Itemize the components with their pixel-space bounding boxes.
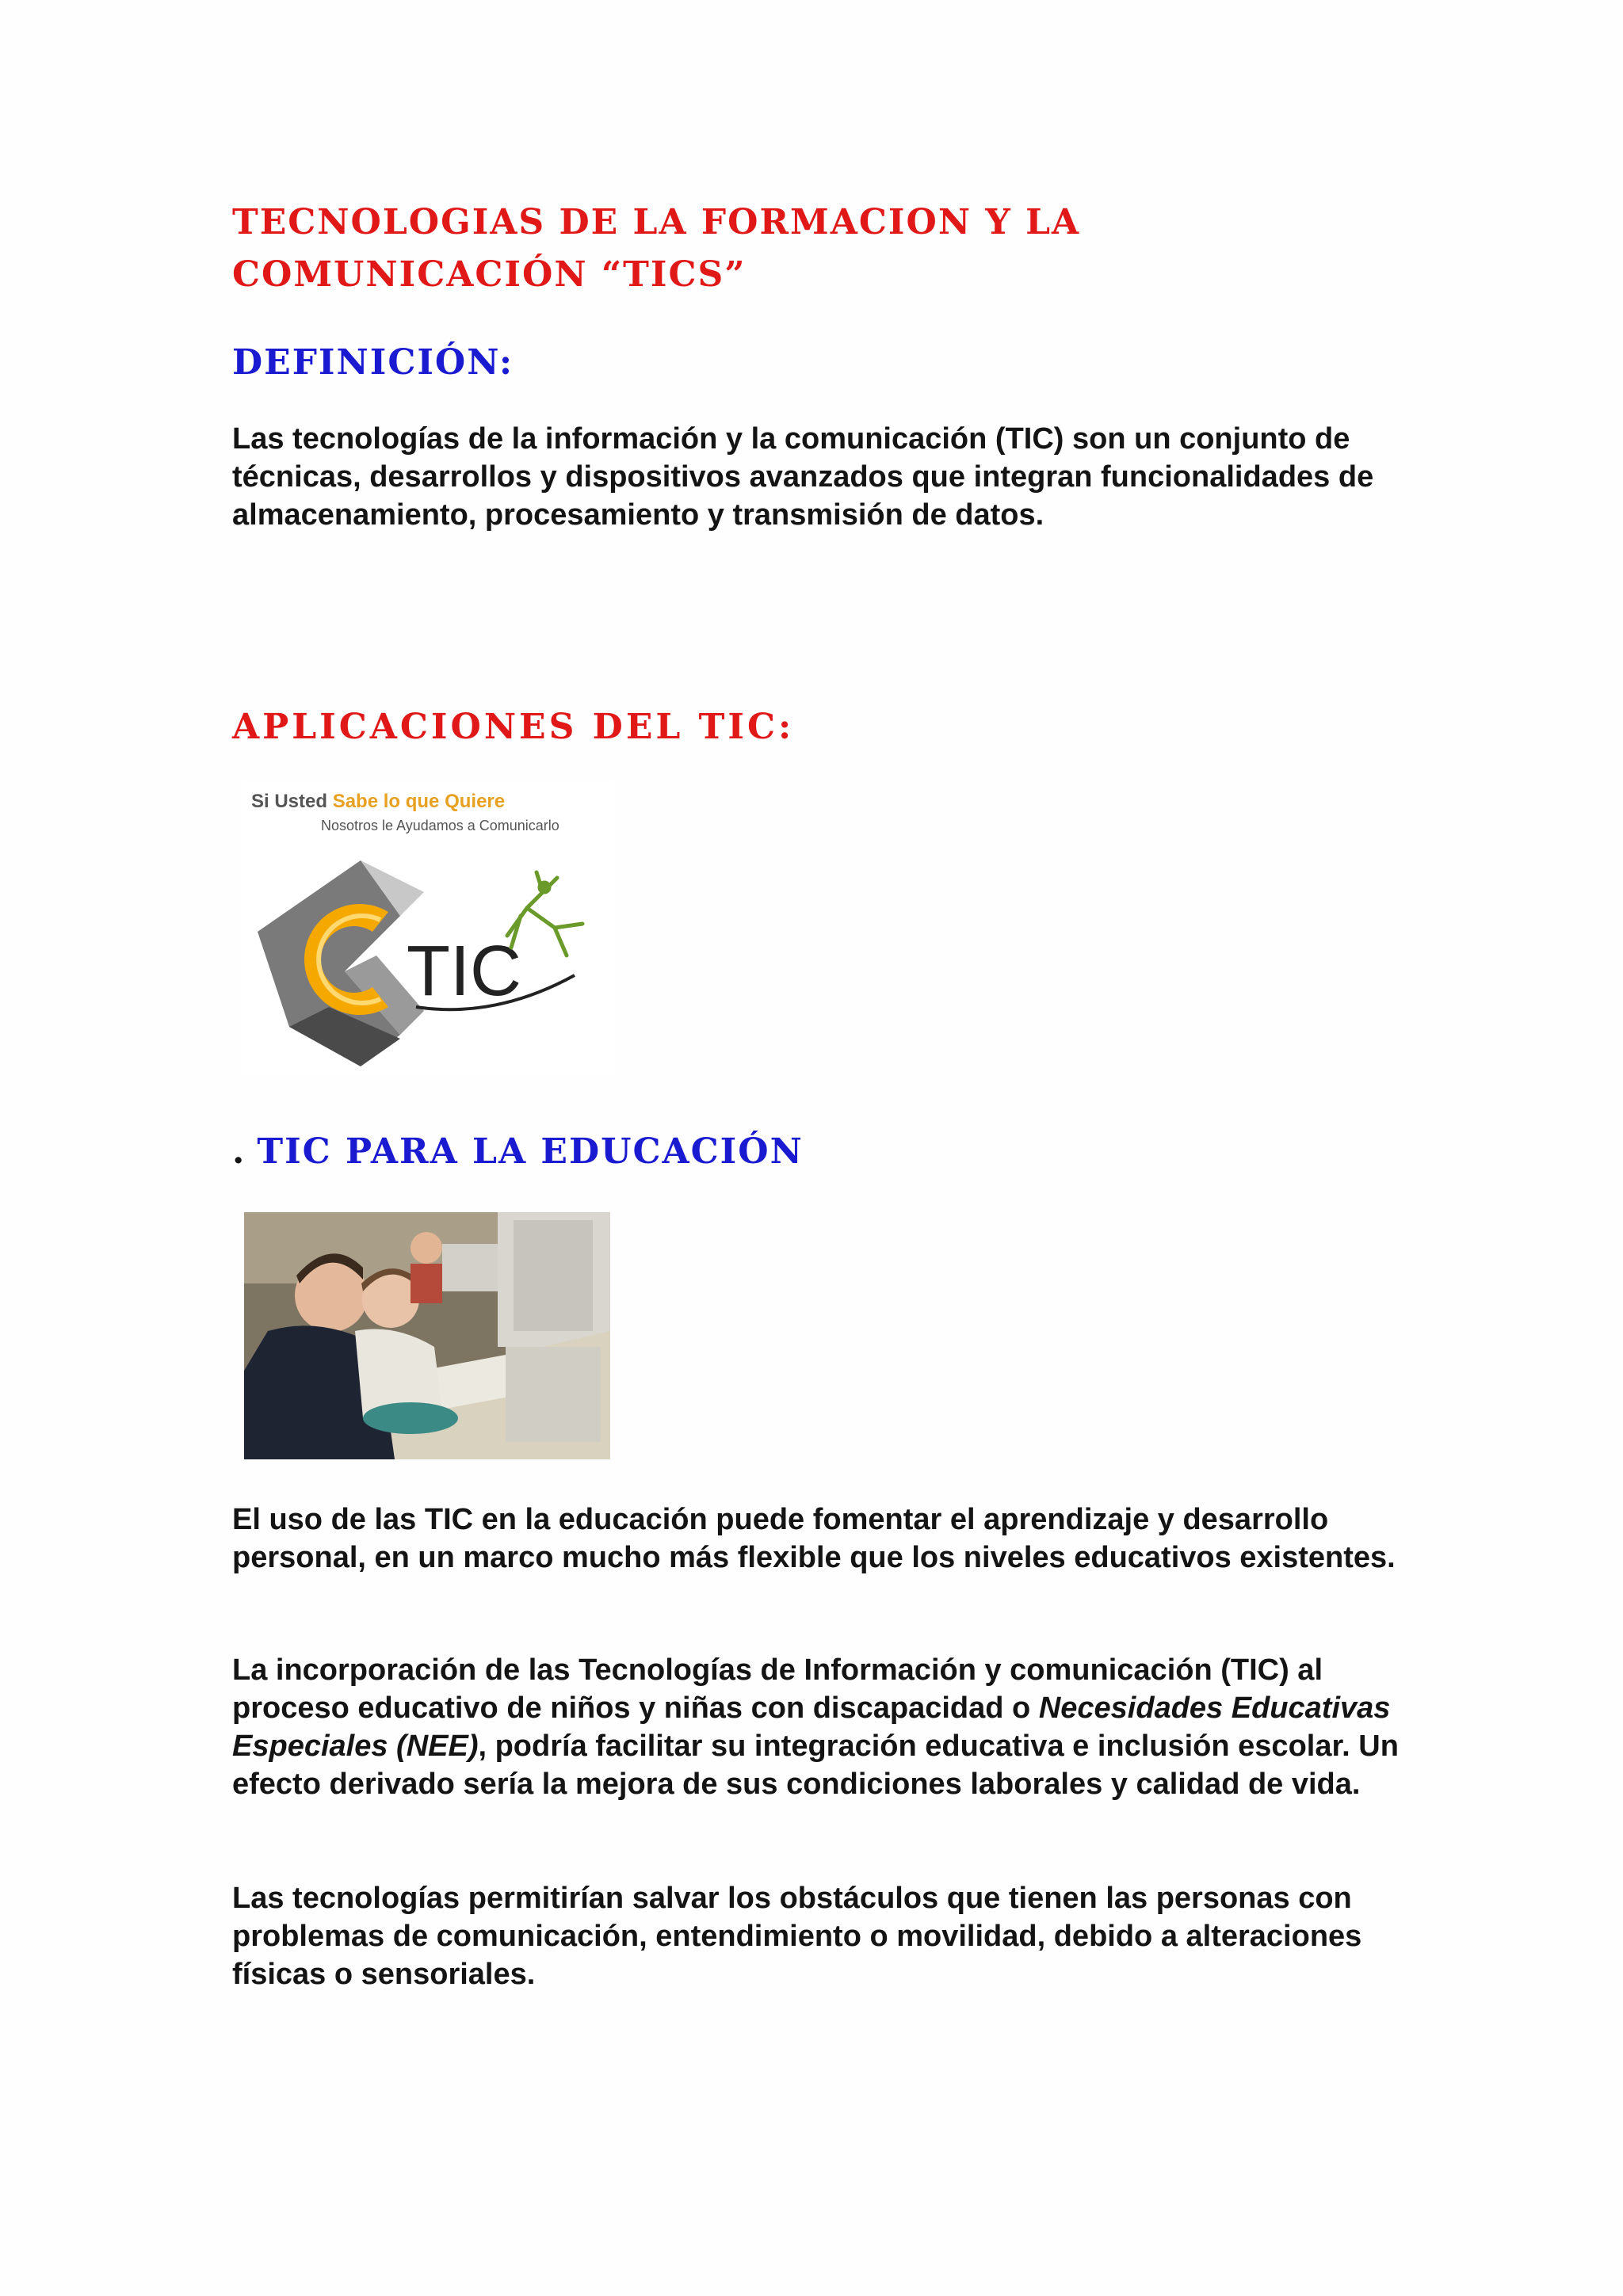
paragraph-educacion-2: La incorporación de las Tecnologías de Información y comunicación (TIC) al proceso educativo de niños y niñas con discapacidad o Necesidades Educativas Especiales (NEE), podría facilitar su integración educativa e inclusión escolar. Un efecto derivado sería la mejora de sus condiciones laborales y calidad de vida. bbox=[232, 1653, 1399, 1801]
logo-tagline-start: Si Usted bbox=[251, 791, 328, 812]
paragraph-educacion-1: El uso de las TIC en la educación puede fomentar el aprendizaje y desarrollo personal, en un marco mucho más flexible que los niveles educativos existentes. bbox=[232, 1503, 1396, 1574]
document-title: TECNOLOGIAS DE LA FORMACION Y LA COMUNICACIÓN “TICS” bbox=[232, 202, 1081, 295]
definicion-paragraph: Las tecnologías de la información y la comunicación (TIC) son un conjunto de técnicas, desarrollos y dispositivos avanzados que integran funcionalidades de almacenamiento, procesamiento y transmisión de datos. bbox=[232, 422, 1374, 532]
logo-wordmark: TIC bbox=[407, 932, 521, 1011]
paragraph-educacion-3: Las tecnologías permitirían salvar los obstáculos que tienen las personas con problemas de comunicación, entendimiento o movilidad, debido a alteraciones físicas o sensoriales. bbox=[232, 1882, 1362, 1991]
nee-term: Necesidades Educativas Especiales (NEE) bbox=[232, 1691, 1391, 1763]
definicion-heading: DEFINICIÓN: bbox=[232, 342, 514, 383]
educacion-heading-text: TIC PARA LA EDUCACIÓN bbox=[257, 1131, 804, 1172]
aplicaciones-heading: APLICACIONES DEL TIC: bbox=[232, 707, 795, 747]
children-computers-photo bbox=[244, 1212, 610, 1459]
ctic-logo-image bbox=[242, 781, 614, 1074]
logo-tagline-accent: Sabe lo que Quiere bbox=[332, 791, 506, 812]
bullet-dot: . bbox=[232, 1131, 246, 1172]
logo-tagline-sub: Nosotros le Ayudamos a Comunicarlo bbox=[321, 818, 559, 833]
ctic-emblem-icon bbox=[242, 837, 614, 1074]
educacion-heading bbox=[232, 1128, 804, 1176]
